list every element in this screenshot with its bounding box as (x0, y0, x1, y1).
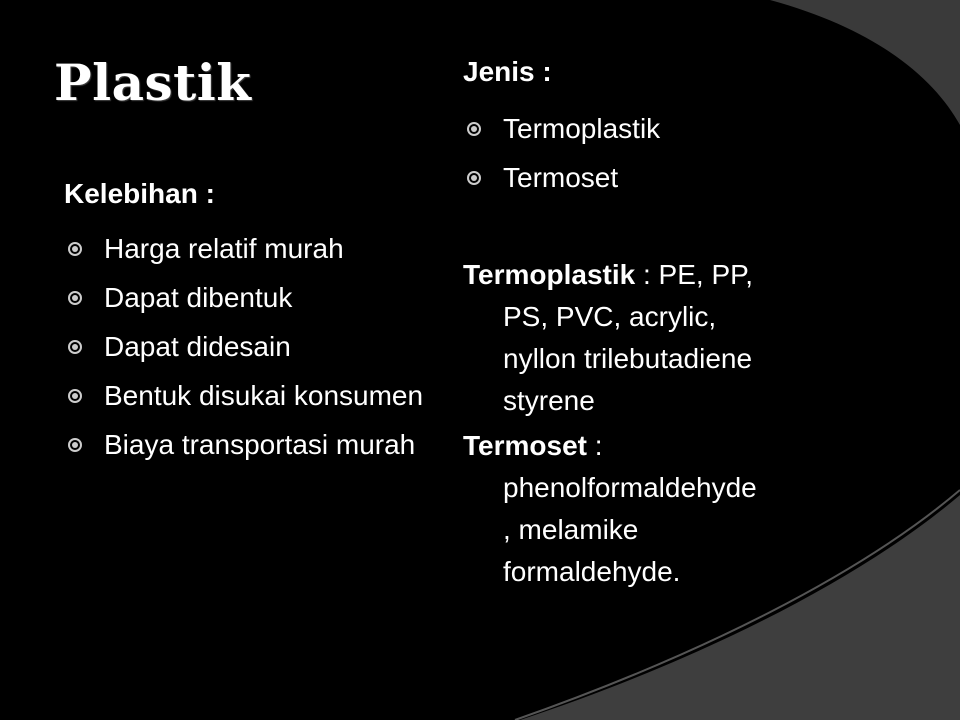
circled-dot-bullet-icon (68, 242, 82, 256)
circled-dot-bullet-icon (68, 438, 82, 452)
list-item (64, 374, 424, 417)
definition-first-line (463, 425, 843, 467)
definition-first-line (463, 254, 843, 296)
thermoset-definition (463, 425, 843, 593)
definition-term: Termoplastik (463, 259, 636, 290)
list-item-text: Biaya transportasi murah (104, 429, 416, 460)
top-right-swoosh (770, 0, 960, 125)
definition-line: PE, PP, (658, 259, 753, 290)
list-item-text: Harga relatif murah (104, 233, 344, 264)
definition-line: PS, PVC, acrylic, (503, 301, 717, 332)
definition-line: nyllon trilebutadiene (503, 343, 753, 374)
advantages-list (64, 227, 424, 472)
definition-separator: : (635, 259, 659, 290)
types-list (463, 104, 793, 202)
circled-dot-bullet-icon (467, 122, 481, 136)
definition-term: Termoset (463, 430, 587, 461)
list-item (64, 325, 424, 368)
circled-dot-bullet-icon (68, 389, 82, 403)
list-item (64, 227, 424, 270)
list-item-text: Termoplastik (503, 113, 661, 144)
list-item (64, 423, 424, 466)
circled-dot-bullet-icon (68, 340, 82, 354)
circled-dot-bullet-icon (68, 291, 82, 305)
list-item (64, 276, 424, 319)
definition-line: , melamike (503, 514, 639, 545)
advantages-heading: Kelebihan : (64, 178, 215, 209)
list-item-text: Dapat didesain (104, 331, 291, 362)
list-item (463, 153, 793, 202)
definition-line: formaldehyde. (503, 556, 681, 587)
thermoplastic-definition (463, 254, 843, 422)
list-item-text: Termoset (503, 162, 619, 193)
circled-dot-bullet-icon (467, 171, 481, 185)
list-item-text: Dapat dibentuk (104, 282, 293, 313)
definition-line: styrene (503, 385, 595, 416)
definition-line: phenolformaldehyde (503, 472, 757, 503)
list-item-text: Bentuk disukai konsumen (104, 380, 424, 411)
list-item (463, 104, 793, 153)
types-heading: Jenis : (463, 56, 552, 87)
slide-title: Plastik (54, 53, 252, 112)
definition-separator: : (586, 430, 603, 461)
